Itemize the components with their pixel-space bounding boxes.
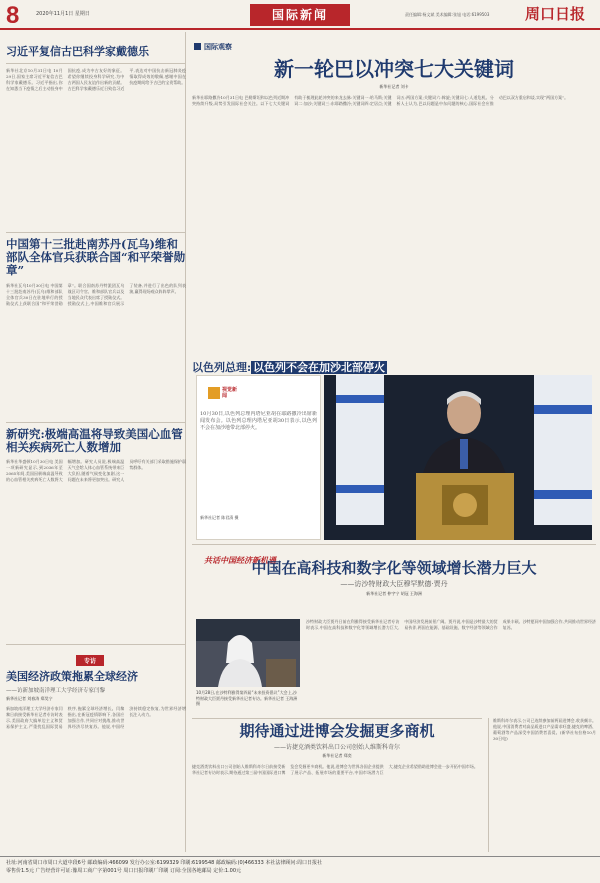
- article-saudi-interview[interactable]: [192, 560, 596, 597]
- left-column: [6, 32, 186, 852]
- article-body-continued: 维斯科奇尔表示,公司已连续参加前两届进博会,收获颇丰。他说,中国消费者对高品质进口产品需求旺盛,捷克的啤酒、葡萄酒等产品深受中国消费者喜爱。(新华社布拉格10月30日电): [488, 718, 596, 852]
- article-body: 新华社北京10月31日电 10月29日,国家主席习近平复信古巴科学家戴德乐。习近平指出,你在知悉当下疫情之后主动投身中国抗疫,成为中古友好的象征。希望你继续投身科学研究,为中古两国人民友谊作出新的贡献。古巴科学家戴德乐近日致信习近平,表达对中国抗击新冠肺炎疫情取得成效的敬佩,感谢中国在抗疫期间给予古巴的宝贵帮助。: [6, 67, 186, 91]
- logo-mark-icon: [208, 387, 220, 399]
- article-body: 新华社瓦乌10月30日电 中国第十三批赴南苏丹(瓦乌)维和部队全体官兵30日在驻地举行的授勋仪式上获联合国“和平荣誉勋章”。联合国南苏丹特派团瓦乌战区司令官、维和部队官兵以及当地民众代表出席了授勋仪式。授勋仪式上,中国维和官兵展示了装备,并进行了出色的队列表演,赢得现场观众阵阵掌声。: [6, 282, 186, 306]
- byline: 新华社记者 刘春涛 郑昊宁: [6, 695, 53, 701]
- photo-image: [324, 375, 592, 540]
- article-body: 新加坡南洋理工大学经济专家闫黎日前接受新华社记者专访时表示,美国政府大搞单边主义和贸易保护主义,严重扰乱国际贸易秩序,拖累全球经济增长。闫黎指出,在新冠疫情影响下,各国应加强合作,共同应对挑战,推动世界经济尽快复苏。他说,中国经济持续稳定恢复,为世界经济增长注入动力。: [6, 705, 186, 729]
- article-us-economy[interactable]: [6, 644, 186, 866]
- photo-story-text: [196, 375, 321, 540]
- page-number: 8: [6, 2, 20, 29]
- headline[interactable]: 美国经济政策拖累全球经济: [6, 670, 138, 683]
- visual-news-logo: 视觉新闻: [208, 387, 248, 405]
- editors-line: 责任编辑:杨文斌 美术编辑:张旭 电话:6199503: [405, 12, 490, 17]
- headline[interactable]: 新一轮巴以冲突七大关键词: [274, 57, 514, 81]
- imprint-footer: [0, 856, 600, 883]
- footer-address: 社址:河南省周口市周口大道中段6号 邮政编码:466099 发行办公室:6199329 印刷:6199548 邮政编码:(0)466333 本社法律顾问:周口日报社: [6, 860, 323, 866]
- article-key-words[interactable]: [192, 58, 596, 360]
- photo-credit: 新华社记者 陈君清 摄: [200, 515, 239, 520]
- photo-caption: 10月28日,在沙特利雅得第四届“未来投资倡议”大会上,沙特财政大臣贾丹接受新华社记者专访。新华社记者 王海洲 摄: [196, 690, 298, 706]
- headline[interactable]: 新研究:极端高温将导致美国心血管相关疾病死亡人数增加: [6, 427, 183, 455]
- subheadline: ——访捷克酒类饮料出口公司创始人维斯科奇尔: [273, 744, 400, 752]
- photo-story-title[interactable]: 以色列总理: 以色列不会在加沙北部停火: [192, 361, 386, 374]
- article-body: 新华社华盛顿10月30日电 美国一项新研究显示,到2036年至2065年间,美国因极端高温导致的心血管相关疾病死亡人数将大幅增加。研究人员说,极端高温天气会给人体心血管系统带来巨大负担,随着气候变化加剧,这一问题在未来将更加突出。研究人员呼吁有关部门采取措施保护弱势群体。: [6, 459, 186, 483]
- right-column: [192, 32, 596, 852]
- article-expo-interview[interactable]: [192, 718, 482, 759]
- netanyahu-photo[interactable]: [324, 375, 592, 540]
- article-body: 捷克酒类饮料出口公司创始人维斯科奇尔日前接受新华社记者专访时表示,期待通过第三届中国国际进口博览会发掘更多商机。他说,进博会为世界各国企业提供了展示产品、拓展市场的重要平台,中国市场潜力巨大,捷克企业希望借助进博会进一步开拓中国市场。: [192, 764, 478, 775]
- article-heat-study[interactable]: [6, 422, 186, 629]
- subheadline: ——访沙特财政大臣穆罕默德·贾丹: [340, 580, 448, 589]
- headline[interactable]: 期待通过进博会发掘更多商机: [239, 722, 435, 740]
- photo-image: [196, 619, 300, 687]
- interview-tag: 专访: [76, 655, 104, 666]
- headline[interactable]: 习近平复信古巴科学家戴德乐: [6, 45, 149, 58]
- byline: 新华社记者 刘卡: [379, 84, 409, 89]
- byline: 新华社记者 郑奕: [322, 753, 352, 759]
- article-body: 沙特财政大臣贾丹日前在利雅得接受新华社记者专访时表示,中国在高科技和数字化等领域增长潜力巨大,中国经济发展前景广阔。贾丹说,中国是沙特最大的贸易伙伴,两国在能源、基础设施、数字经济等领域合作成果丰硕。沙特愿同中国加强合作,共同推动世界经济复苏。: [306, 619, 596, 630]
- article-peacekeepers[interactable]: [6, 232, 186, 418]
- section-title: 国际新闻: [250, 4, 350, 26]
- masthead: [0, 0, 600, 30]
- article-xi-reply[interactable]: [6, 46, 186, 228]
- subheadline: ——访新加坡南洋理工大学经济专家闫黎: [6, 687, 106, 694]
- headline[interactable]: 中国第十三批赴南苏丹(瓦乌)维和部队全体官兵获联合国“和平荣誉勋章”: [6, 237, 186, 278]
- newspaper-brand: 周口日报: [525, 5, 586, 23]
- series-banner: 共话中国经济新机遇: [192, 544, 596, 567]
- column-tag: 国际观察: [194, 42, 232, 52]
- photo-caption: 10月30日,以色列总理内塔尼亚胡在耶路撒冷出席新闻发布会。以色列总理内塔尼亚胡30日表示,以色列不会在加沙地带北部停火。: [200, 411, 317, 431]
- headline[interactable]: 中国在高科技和数字化等领域增长潜力巨大: [251, 559, 537, 577]
- square-icon: [194, 43, 201, 50]
- issue-date: 2020年11月1日 星期日: [36, 11, 90, 17]
- article-body: 新华社耶路撒冷10月31日电 巴勒斯坦和以色列近期冲突持续升级,局势引发国际社会关注。以下七大关键词有助于梳理此轮冲突的来龙去脉:关键词一:哈马斯;关键词二:加沙;关键词三:东耶路撒冷;关键词四:定居点;关键词五:两国方案;关键词六:斡旋;关键词七:人道危机。分析人士认为,巴以问题是中东问题的核心,国际社会应推动巴以双方重启和谈,实现“两国方案”。: [192, 95, 569, 106]
- byline: 新华社记者 仲宇宁 胡冠 王海洲: [366, 591, 422, 597]
- footer-info: 零售价1.5元 广告经营许可证:豫周工商广字第001号 周口日报印刷厂印刷 订阅:全国各地邮局 定价:1.00元: [6, 868, 242, 874]
- saudi-minister-photo[interactable]: [196, 619, 300, 687]
